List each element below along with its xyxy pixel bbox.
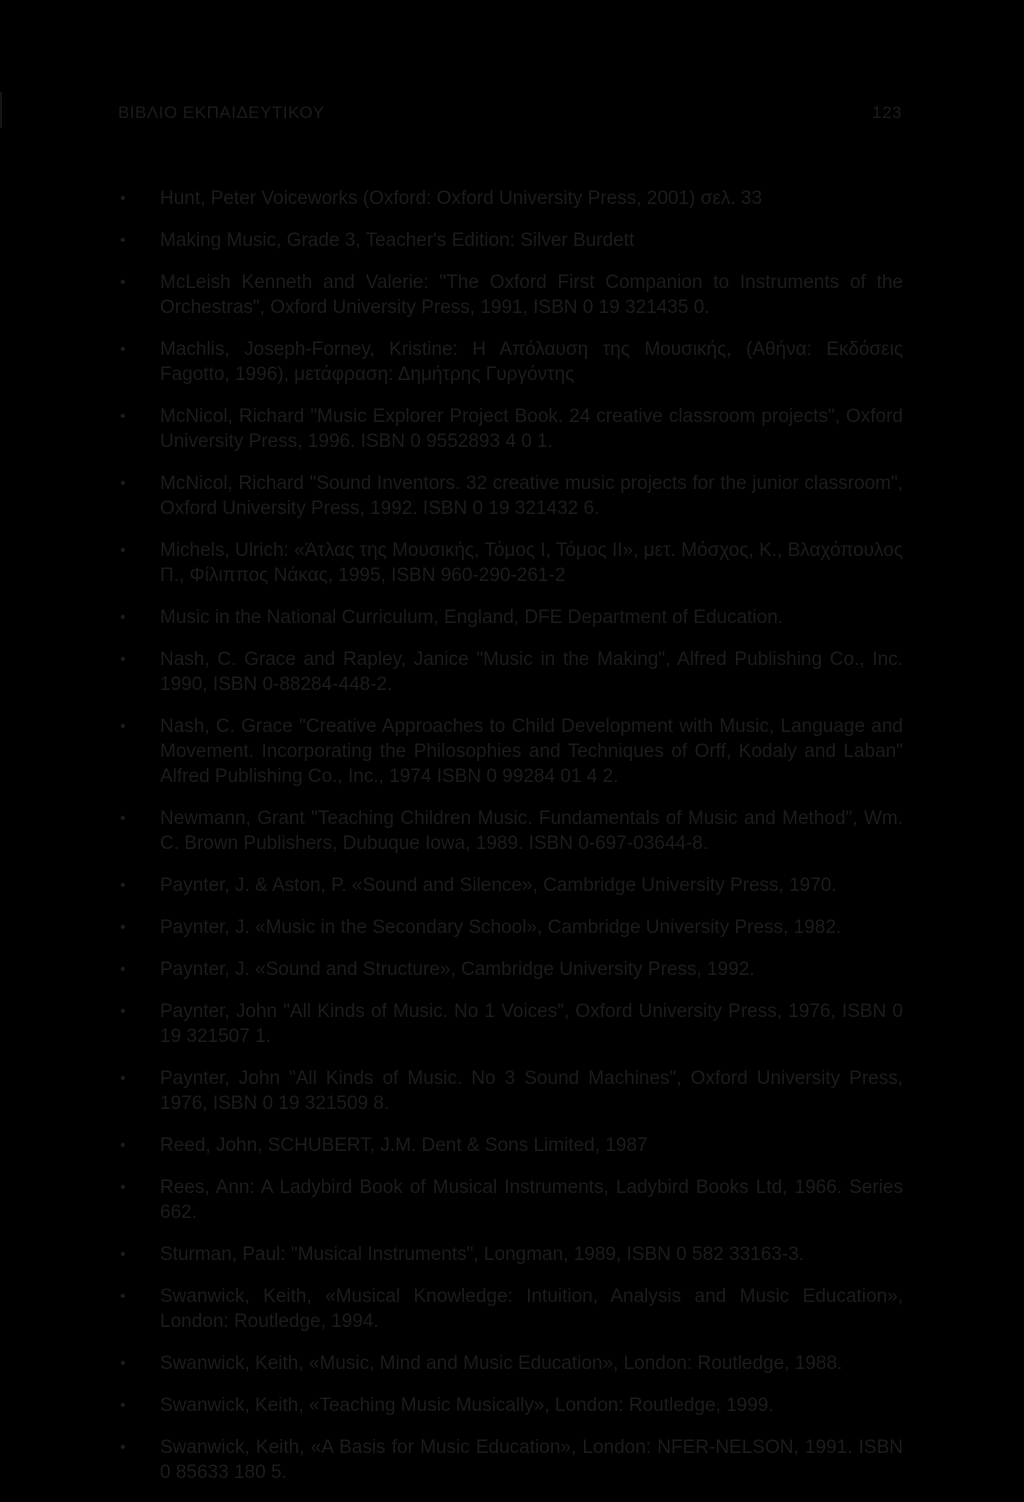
running-header: [118, 98, 902, 128]
bullet-icon: •: [120, 609, 126, 626]
reference-text: Paynter, John "All Kinds of Music. No 3 Sound Machines", Oxford University Press, 1976, ISBN 0 19 321509 8.: [160, 1068, 903, 1114]
bullet-icon: •: [120, 542, 126, 559]
reference-item: [118, 1175, 903, 1225]
reference-text: Paynter, J. «Sound and Structure», Cambridge University Press, 1992.: [160, 959, 755, 980]
reference-text: Swanwick, Keith, «Music, Mind and Music Education», London: Routledge, 1988.: [160, 1353, 843, 1374]
bullet-icon: •: [120, 919, 126, 936]
reference-item: [118, 957, 903, 982]
reference-item: [118, 270, 903, 320]
bullet-icon: •: [120, 961, 126, 978]
reference-item: [118, 1393, 903, 1418]
reference-item: [118, 1351, 903, 1376]
reference-item: [118, 404, 903, 454]
bullet-icon: •: [120, 718, 126, 735]
reference-item: [118, 999, 903, 1049]
bullet-icon: •: [120, 341, 126, 358]
reference-item: [118, 1242, 903, 1267]
reference-item: [118, 873, 903, 898]
reference-item: [118, 806, 903, 856]
bullet-icon: •: [120, 408, 126, 425]
reference-item: [118, 186, 903, 211]
bullet-icon: •: [120, 1137, 126, 1154]
reference-item: [118, 228, 903, 253]
reference-text: Swanwick, Keith, «Teaching Music Musically», London: Routledge, 1999.: [160, 1395, 774, 1416]
page-left-rule: [0, 92, 2, 128]
reference-text: McNicol, Richard "Music Explorer Project Book. 24 creative classroom projects", Oxford University Press, 1996. ISBN 0 9552893 4 0 1.: [160, 406, 903, 452]
reference-text: Michels, Ulrich: «Άτλας της Μουσικής, Τόμος Ι, Τόμος ΙΙ», μετ. Μόσχος, Κ., Βλαχόπουλος Π., Φίλιππος Νάκας, 1995, ISBN 960-290-261-2: [160, 540, 903, 586]
reference-item: [118, 1284, 903, 1334]
bullet-icon: •: [120, 475, 126, 492]
bullet-icon: •: [120, 1246, 126, 1263]
reference-text: Hunt, Peter Voiceworks (Oxford: Oxford University Press, 2001) σελ. 33: [160, 188, 763, 209]
reference-text: Paynter, J. & Aston, P. «Sound and Silence», Cambridge University Press, 1970.: [160, 875, 837, 896]
bullet-icon: •: [120, 810, 126, 827]
reference-item: [118, 538, 903, 588]
reference-item: [118, 1066, 903, 1116]
reference-text: Sturman, Paul: "Musical Instruments", Longman, 1989, ISBN 0 582 33163-3.: [160, 1244, 805, 1265]
reference-text: Making Music, Grade 3, Teacher's Edition: Silver Burdett: [160, 230, 635, 251]
bullet-icon: •: [120, 651, 126, 668]
reference-text: Newmann, Grant "Teaching Children Music. Fundamentals of Music and Method", Wm. C. Brown Publishers, Dubuque Iowa, 1989. ISBN 0-697-03644-8.: [160, 808, 903, 854]
bullet-icon: •: [120, 877, 126, 894]
page-number: 123: [872, 103, 902, 122]
reference-item: [118, 714, 903, 789]
reference-text: Rees, Ann: A Ladybird Book of Musical Instruments, Ladybird Books Ltd, 1966. Series 662.: [160, 1177, 903, 1223]
bullet-icon: •: [120, 274, 126, 291]
bullet-icon: •: [120, 1397, 126, 1414]
bullet-icon: •: [120, 1179, 126, 1196]
reference-text: Swanwick, Keith, «A Basis for Music Education», London: NFER-NELSON, 1991. ISBN 0 85633 180 5.: [160, 1437, 903, 1483]
reference-text: Swanwick, Keith, «Musical Knowledge: Intuition, Analysis and Music Education», London: Routledge, 1994.: [160, 1286, 903, 1332]
bullet-icon: •: [120, 1439, 126, 1456]
reference-item: [118, 915, 903, 940]
reference-text: McLeish Kenneth and Valerie: "The Oxford First Companion to Instruments of the Orchestras", Oxford University Press, 1991, ISBN 0 19 321435 0.: [160, 272, 903, 318]
reference-item: [118, 605, 903, 630]
bullet-icon: •: [120, 1355, 126, 1372]
reference-text: Paynter, John "All Kinds of Music. No 1 Voices", Oxford University Press, 1976, ISBN 0 19 321507 1.: [160, 1001, 903, 1047]
bullet-icon: •: [120, 1070, 126, 1087]
reference-item: [118, 471, 903, 521]
bullet-icon: •: [120, 232, 126, 249]
reference-text: Nash, C. Grace "Creative Approaches to Child Development with Music, Language and Movement. Incorporating the Philosophies and Techniques of Orff, Kodaly and Laban" Alfred Publishing Co., Inc., 1974 ISBN 0 99284 01 4 2.: [160, 716, 903, 787]
reference-text: Reed, John, SCHUBERT, J.M. Dent & Sons Limited, 1987: [160, 1135, 648, 1156]
bullet-icon: •: [120, 1288, 126, 1305]
reference-item: [118, 647, 903, 697]
reference-text: Machlis, Joseph-Forney, Kristine: Η Απόλαυση της Μουσικής, (Αθήνα: Εκδόσεις Fagotto, 1996), μετάφραση: Δημήτρης Γυργόντης: [160, 339, 903, 385]
bullet-icon: •: [120, 1003, 126, 1020]
reference-item: [118, 1133, 903, 1158]
reference-item: [118, 337, 903, 387]
bullet-icon: •: [120, 190, 126, 207]
reference-text: McNicol, Richard "Sound Inventors. 32 creative music projects for the junior classroom", Oxford University Press, 1992. ISBN 0 19 321432 6.: [160, 473, 903, 519]
running-header-title: ΒΙΒΛΙΟ ΕΚΠΑΙΔΕΥΤΙΚΟΥ: [118, 103, 325, 122]
reference-text: Music in the National Curriculum, England, DFE Department of Education.: [160, 607, 784, 628]
reference-list: [118, 186, 903, 1502]
reference-text: Paynter, J. «Music in the Secondary School», Cambridge University Press, 1982.: [160, 917, 842, 938]
reference-text: Nash, C. Grace and Rapley, Janice "Music in the Making", Alfred Publishing Co., Inc. 1990, ISBN 0-88284-448-2.: [160, 649, 903, 695]
